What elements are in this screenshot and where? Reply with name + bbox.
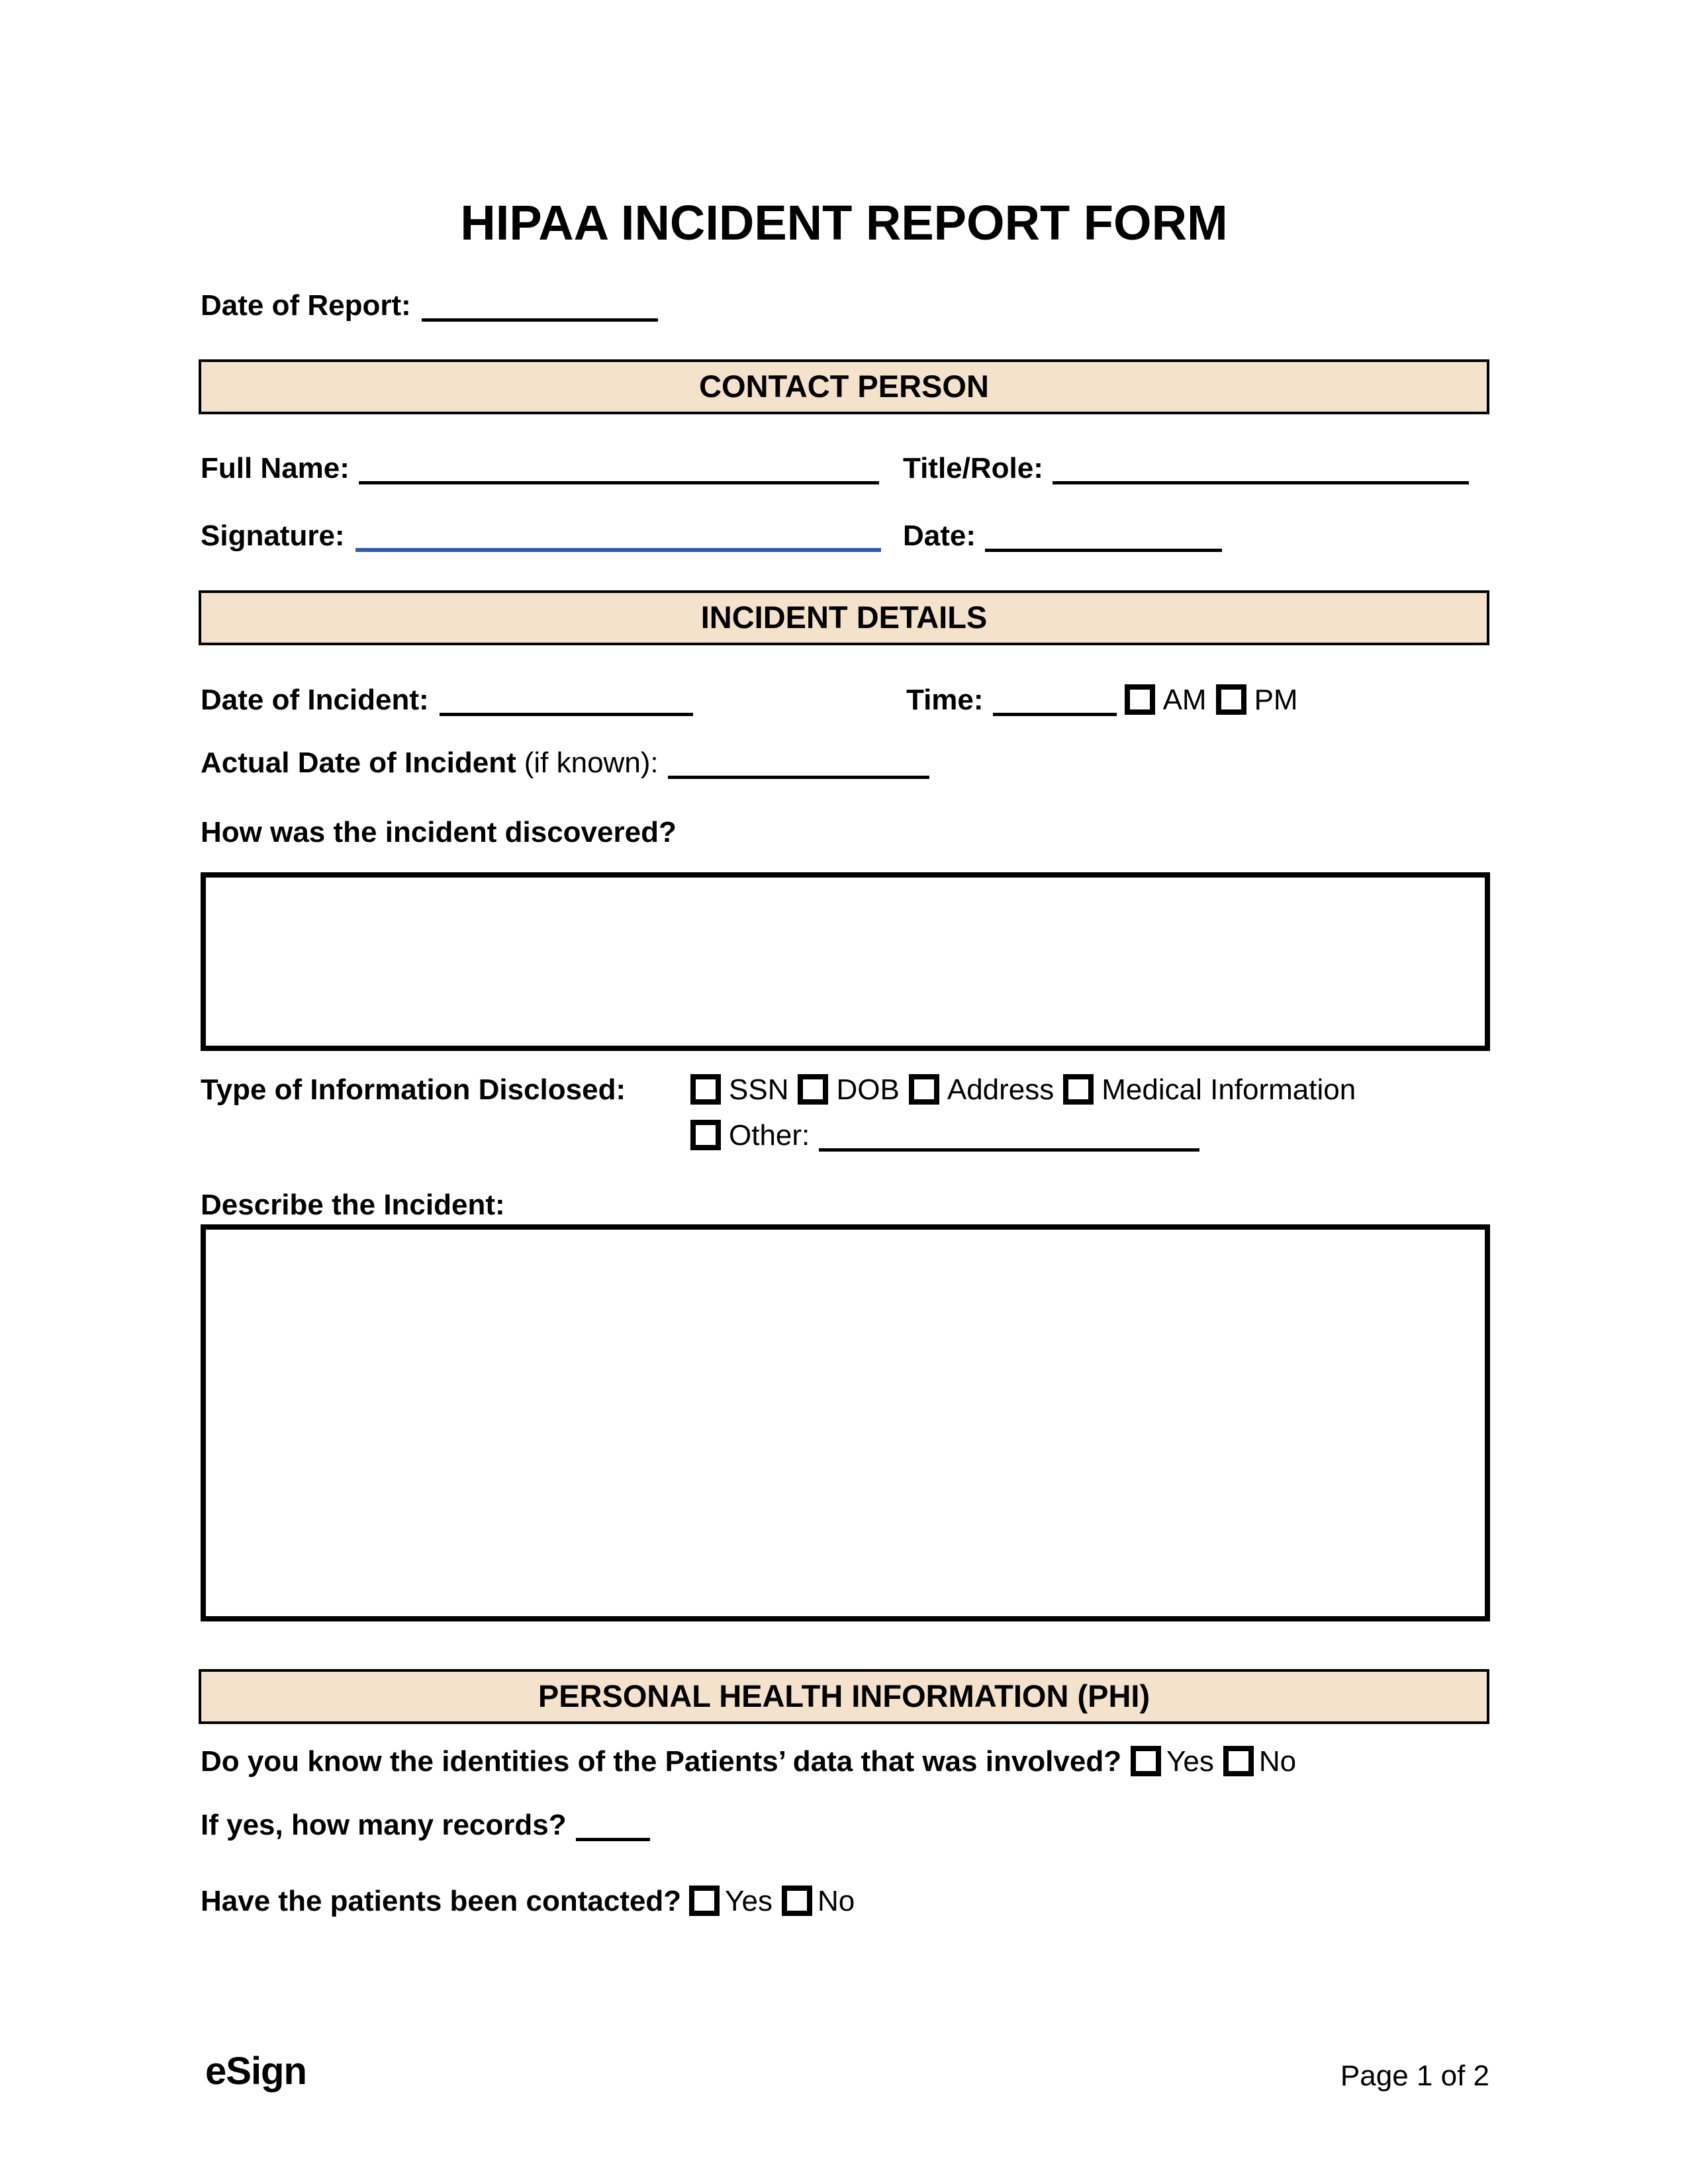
date-of-incident-field[interactable] — [440, 686, 693, 716]
type-disclosed-row — [201, 1073, 1491, 1107]
checkbox-ssn[interactable] — [690, 1074, 721, 1105]
section-header-incident-details: INCIDENT DETAILS — [199, 590, 1489, 645]
checkbox-pm[interactable] — [1216, 684, 1246, 715]
time-group — [906, 683, 1298, 717]
pm-label: PM — [1254, 684, 1298, 716]
full-name-group — [201, 452, 879, 484]
identities-question-row — [201, 1745, 1491, 1779]
checkbox-contacted-no[interactable] — [782, 1886, 812, 1916]
title-role-field[interactable] — [1053, 455, 1469, 484]
type-options-group — [690, 1073, 1356, 1107]
contacted-yes-label: Yes — [725, 1885, 773, 1917]
actual-date-note: (if known): — [524, 747, 659, 779]
address-label: Address — [947, 1073, 1055, 1106]
full-name-title-row — [201, 451, 1491, 486]
actual-date-row — [201, 746, 1491, 780]
how-discovered-row — [201, 815, 1491, 850]
checkbox-medical-information[interactable] — [1063, 1074, 1094, 1105]
identities-yes-label: Yes — [1166, 1745, 1214, 1778]
am-label: AM — [1162, 684, 1207, 716]
describe-incident-label: Describe the Incident: — [201, 1189, 505, 1221]
date-of-report-row — [201, 289, 1491, 323]
date-of-incident-label: Date of Incident: — [201, 684, 429, 716]
esign-logo: eSign — [205, 2050, 306, 2093]
title-role-group — [903, 451, 1469, 486]
contacted-question-row — [201, 1884, 1491, 1919]
records-count-field[interactable] — [576, 1811, 650, 1841]
actual-date-label: Actual Date of Incident — [201, 747, 516, 779]
ssn-label: SSN — [729, 1073, 789, 1106]
actual-date-field[interactable] — [668, 749, 929, 779]
other-label: Other: — [729, 1119, 810, 1152]
contacted-question-label: Have the patients been contacted? — [201, 1885, 682, 1917]
type-disclosed-label: Type of Information Disclosed: — [201, 1073, 626, 1106]
describe-incident-row — [201, 1188, 1491, 1222]
records-question-label: If yes, how many records? — [201, 1809, 567, 1841]
signature-date-row — [201, 519, 1491, 553]
signature-line[interactable] — [355, 522, 881, 552]
section-header-phi: PERSONAL HEALTH INFORMATION (PHI) — [199, 1669, 1489, 1724]
dob-label: DOB — [836, 1073, 900, 1106]
full-name-field[interactable] — [359, 455, 879, 484]
date-time-row — [201, 683, 1491, 717]
page-indicator: Page 1 of 2 — [1340, 2060, 1489, 2092]
time-label: Time: — [906, 684, 984, 716]
identities-no-label: No — [1258, 1745, 1297, 1778]
contacted-no-label: No — [817, 1885, 855, 1917]
other-field[interactable] — [819, 1122, 1199, 1152]
checkbox-am[interactable] — [1125, 684, 1155, 715]
checkbox-identities-yes[interactable] — [1131, 1746, 1161, 1776]
full-name-label: Full Name: — [201, 452, 350, 484]
date-of-incident-group — [201, 684, 693, 716]
identities-question-label: Do you know the identities of the Patients’ data that was involved? — [201, 1745, 1122, 1778]
signature-label: Signature: — [201, 520, 345, 552]
date-of-report-field[interactable] — [422, 292, 658, 322]
describe-incident-textbox[interactable] — [201, 1224, 1490, 1621]
checkbox-identities-no[interactable] — [1223, 1746, 1254, 1776]
contact-date-field[interactable] — [985, 522, 1222, 552]
checkbox-dob[interactable] — [798, 1074, 828, 1105]
checkbox-other[interactable] — [690, 1120, 721, 1150]
checkbox-address[interactable] — [909, 1074, 939, 1105]
section-header-contact-person: CONTACT PERSON — [199, 359, 1489, 414]
title-role-label: Title/Role: — [903, 452, 1043, 484]
checkbox-contacted-yes[interactable] — [689, 1886, 720, 1916]
contact-date-label: Date: — [903, 520, 976, 552]
medical-information-label: Medical Information — [1102, 1073, 1356, 1106]
date-of-report-label: Date of Report: — [201, 289, 411, 322]
time-field[interactable] — [993, 686, 1117, 716]
records-question-row — [201, 1808, 1491, 1843]
how-discovered-label: How was the incident discovered? — [201, 816, 677, 848]
signature-group — [201, 520, 881, 552]
form-title: HIPAA INCIDENT REPORT FORM — [460, 195, 1228, 250]
how-discovered-textbox[interactable] — [201, 872, 1490, 1051]
contact-date-group — [903, 519, 1222, 553]
other-group — [690, 1118, 1199, 1153]
